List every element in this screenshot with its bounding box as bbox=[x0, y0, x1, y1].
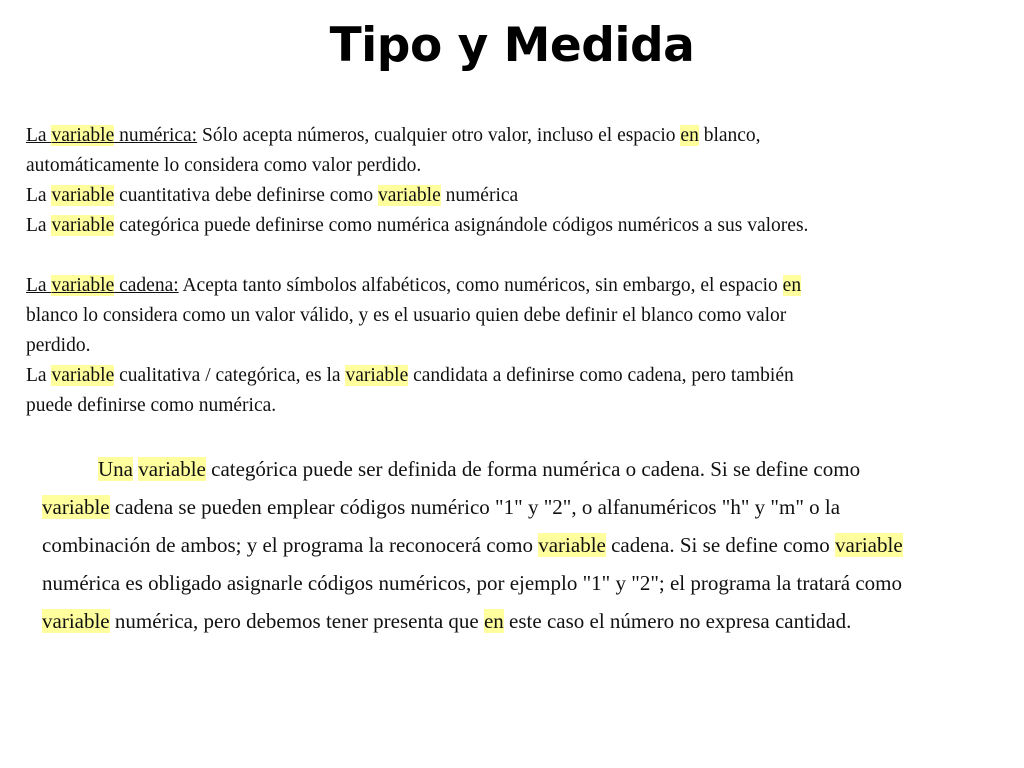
paragraph-numeric-variable bbox=[26, 121, 996, 241]
highlight: variable bbox=[345, 365, 409, 386]
highlight: variable bbox=[42, 609, 110, 633]
text-line: La variable cadena: Acepta tanto símbolos alfabéticos, como numéricos, sin embargo, el espacio en bbox=[26, 275, 802, 296]
highlight: variable bbox=[51, 365, 115, 386]
text-line: automáticamente lo considera como valor perdido. bbox=[26, 155, 422, 176]
highlight: variable bbox=[51, 215, 115, 236]
text-line: blanco lo considera como un valor válido, y es el usuario quien debe definir el blanco como valor bbox=[26, 305, 787, 326]
term-string-variable: La variable cadena: bbox=[26, 275, 179, 296]
highlight: en bbox=[483, 609, 504, 633]
text-line: perdido. bbox=[26, 335, 91, 356]
highlight: en bbox=[680, 125, 699, 146]
highlight: variable bbox=[51, 185, 115, 206]
text-line: variable cadena se pueden emplear códigos numérico "1" y "2", o alfanuméricos "h" y "m" o la bbox=[42, 495, 841, 519]
term-numeric-variable: La variable numérica: bbox=[26, 125, 198, 146]
highlight: variable bbox=[538, 533, 606, 557]
highlight: variable bbox=[835, 533, 903, 557]
text-line: combinación de ambos; y el programa la reconocerá como variable cadena. Si se define como variable bbox=[42, 533, 903, 557]
text-line: La variable categórica puede definirse como numérica asignándole códigos numéricos a sus valores. bbox=[26, 215, 809, 236]
text-line: La variable cuantitativa debe definirse como variable numérica bbox=[26, 185, 519, 206]
text-line: Una variable categórica puede ser definida de forma numérica o cadena. Si se define como bbox=[98, 457, 861, 481]
text-line: puede definirse como numérica. bbox=[26, 395, 277, 416]
text-line: La variable numérica: Sólo acepta números, cualquier otro valor, incluso el espacio en blanco, bbox=[26, 125, 761, 146]
text-line: numérica es obligado asignarle códigos numéricos, por ejemplo "1" y "2"; el programa la tratará como bbox=[42, 571, 903, 595]
highlight: Una bbox=[98, 457, 133, 481]
highlight: en bbox=[782, 275, 802, 296]
paragraph-string-variable bbox=[26, 271, 996, 421]
highlight: variable bbox=[51, 275, 115, 296]
highlight: variable bbox=[51, 125, 115, 146]
highlight: variable bbox=[42, 495, 110, 519]
text-line: variable numérica, pero debemos tener presenta que en este caso el número no expresa cantidad. bbox=[42, 609, 852, 633]
slide-title: Tipo y Medida bbox=[329, 18, 695, 73]
text-line: La variable cualitativa / categórica, es la variable candidata a definirse como cadena, pero también bbox=[26, 365, 794, 386]
highlight: variable bbox=[138, 457, 206, 481]
paragraph-categorical-example bbox=[42, 450, 990, 640]
highlight: variable bbox=[377, 185, 441, 206]
